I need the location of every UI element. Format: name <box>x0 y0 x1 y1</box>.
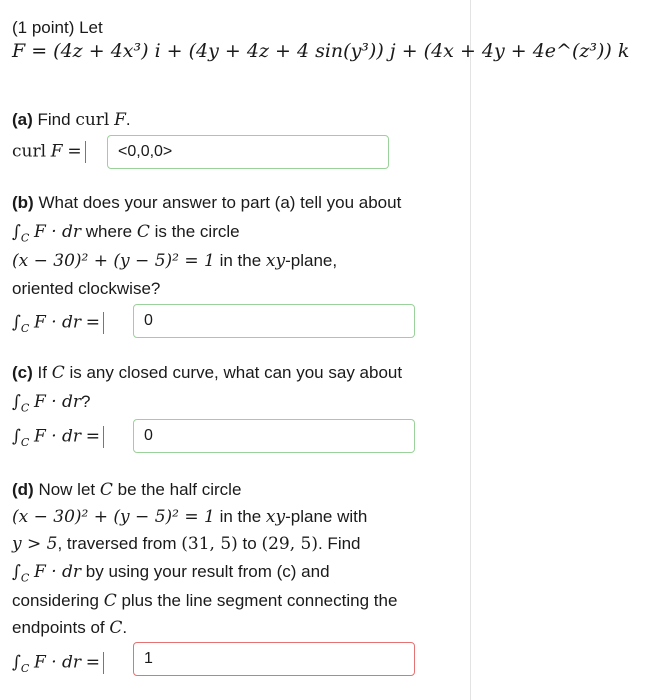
part-b-prompt-line-4: oriented clockwise? <box>12 279 161 298</box>
part-d-prompt-line-4: $\int_C$ F · dr by using your result from (c) and <box>12 562 330 585</box>
part-a-prompt: (a) Find curl F. <box>12 110 131 130</box>
part-b-prompt-line-1: (b) What does your answer to part (a) tell you about <box>12 193 402 212</box>
part-d-prompt-line-2: (x − 30)² + (y − 5)² = 1 in the xy-plane with <box>12 507 368 527</box>
part-b-answer-label: $\int_C$ F · dr = <box>12 312 104 335</box>
part-d-prompt-line-3: y > 5, traversed from (31, 5) to (29, 5). Find <box>12 534 361 554</box>
part-d-prompt-line-6: endpoints of C. <box>12 618 128 638</box>
part-a-answer-input[interactable]: <0,0,0> <box>107 135 389 169</box>
part-a-answer-label: curl F = <box>12 141 86 163</box>
vector-field-equation <box>12 40 629 62</box>
part-c-prompt-line-1: (c) If C is any closed curve, what can you say about <box>12 363 403 383</box>
vector-field-text: F = (4z + 4x³) i + (4y + 4z + 4 sin(y³)) j + (4x + 4y + 4e^(z³)) k <box>12 40 630 62</box>
part-b-prompt-line-3: (x − 30)² + (y − 5)² = 1 in the xy-plane, <box>12 251 338 271</box>
part-d-answer-label: $\int_C$ F · dr = <box>12 652 104 675</box>
part-d-prompt-line-5: considering C plus the line segment connecting the <box>12 591 398 611</box>
part-c-prompt-line-2: $\int_C$ F · dr? <box>12 392 91 415</box>
part-b-answer-input[interactable]: 0 <box>133 304 415 338</box>
part-d-answer-input[interactable]: 1 <box>133 642 415 676</box>
part-b-prompt-line-2: $\int_C$ F · dr where C is the circle <box>12 222 240 245</box>
part-c-answer-input[interactable]: 0 <box>133 419 415 453</box>
part-d-prompt-line-1: (d) Now let C be the half circle <box>12 480 242 500</box>
part-c-answer-label: $\int_C$ F · dr = <box>12 426 104 449</box>
problem-header: (1 point) Let <box>12 18 103 37</box>
